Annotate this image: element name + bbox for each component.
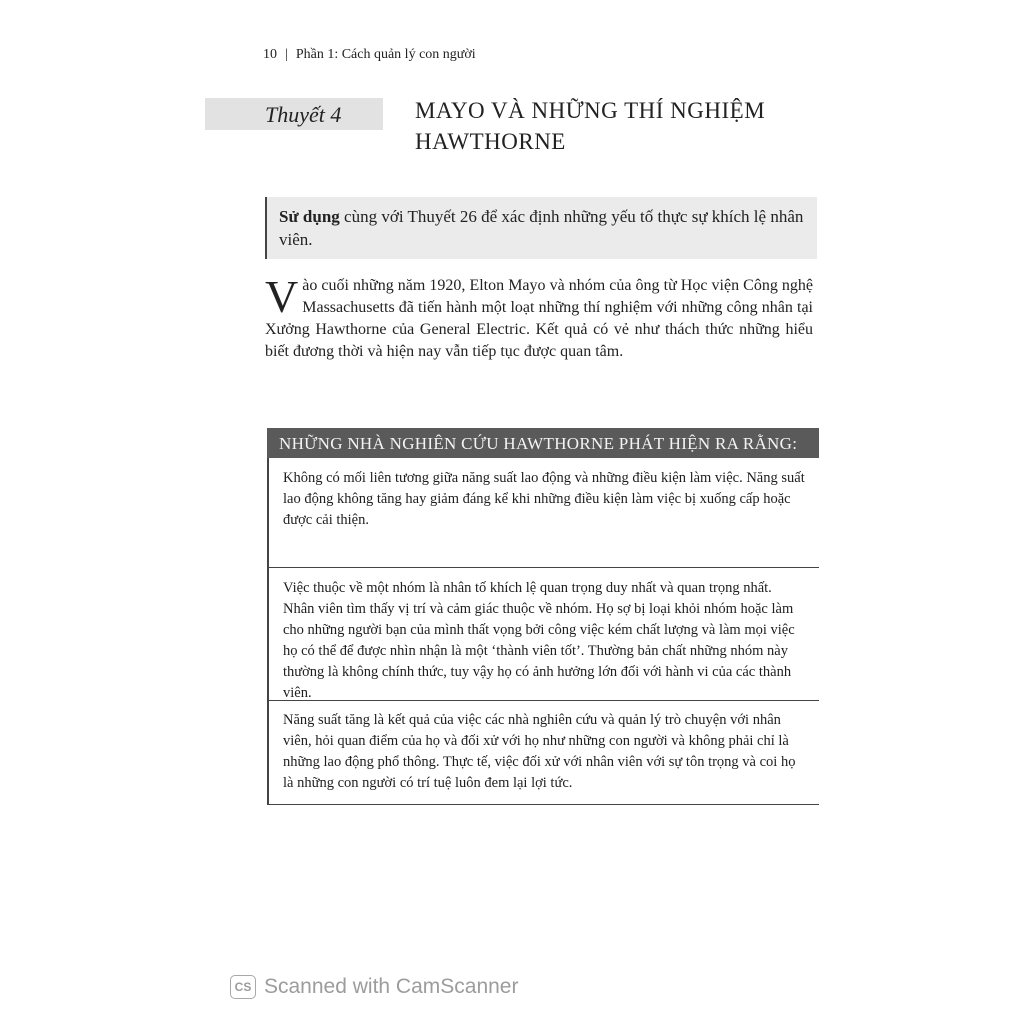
chapter-title-line-2: HAWTHORNE bbox=[415, 129, 566, 154]
chapter-title bbox=[415, 95, 815, 157]
usage-lead: Sử dụng bbox=[279, 207, 340, 226]
usage-note-box bbox=[265, 197, 817, 259]
finding-item-3: Năng suất tăng là kết quả của việc các nhà nghiên cứu và quản lý trò chuyện với nhân viên, hỏi quan điểm của họ và đối xử với họ như những con người và không phải chỉ là những lao động phổ thông. Thực tế, việc đối xử với nhân viên với sự tôn trọng và coi họ là những con người có trí tuệ luôn đem lại lợi tức. bbox=[267, 701, 819, 805]
drop-cap: V bbox=[265, 271, 299, 322]
finding-item-2: Việc thuộc về một nhóm là nhân tố khích lệ quan trọng duy nhất và quan trọng nhất. Nhân viên tìm thấy vị trí và cảm giác thuộc về nhóm. Họ sợ bị loại khỏi nhóm hoặc làm cho những người bạn của mình thất vọng bởi công việc kém chất lượng và làm mọi việc họ có thể để được nhìn nhận là một ‘thành viên tốt’. Thường bản chất những nhóm này thường là không chính thức, tuy vậy họ có ảnh hưởng lớn đối với hành vi của các thành viên. bbox=[267, 568, 819, 701]
finding-item-1: Không có mối liên tương giữa năng suất lao động và những điều kiện làm việc. Năng suất lao động không tăng hay giảm đáng kể khi những điều kiện làm việc bị xuống cấp hoặc được cải thiện. bbox=[267, 458, 819, 568]
section-title: Phần 1: Cách quản lý con người bbox=[295, 47, 476, 62]
camscanner-watermark bbox=[230, 975, 518, 999]
usage-text: cùng với Thuyết 26 để xác định những yếu tố thực sự khích lệ nhân viên. bbox=[279, 207, 804, 249]
chapter-title-line-1: MAYO VÀ NHỮNG THÍ NGHIỆM bbox=[415, 98, 766, 123]
camscanner-logo-icon: CS bbox=[230, 975, 256, 999]
page-number: 10 bbox=[263, 47, 277, 62]
intro-paragraph bbox=[265, 271, 813, 363]
header-separator: | bbox=[285, 47, 288, 62]
running-head bbox=[263, 47, 476, 63]
theory-label: Thuyết 4 bbox=[265, 102, 342, 127]
findings-heading: NHỮNG NHÀ NGHIÊN CỨU HAWTHORNE PHÁT HIỆN RA RẰNG: bbox=[267, 428, 819, 458]
findings-box bbox=[267, 428, 819, 805]
watermark-text: Scanned with CamScanner bbox=[264, 975, 519, 998]
intro-text: ào cuối những năm 1920, Elton Mayo và nhóm của ông từ Học viện Công nghệ Massachusetts đã tiến hành một loạt những thí nghiệm với những công nhân tại Xưởng Hawthorne của General Electric. Kết quả có vẻ như thách thức những hiểu biết đương thời và hiện nay vẫn tiếp tục được quan tâm. bbox=[265, 277, 813, 360]
theory-label-tag bbox=[205, 98, 383, 130]
